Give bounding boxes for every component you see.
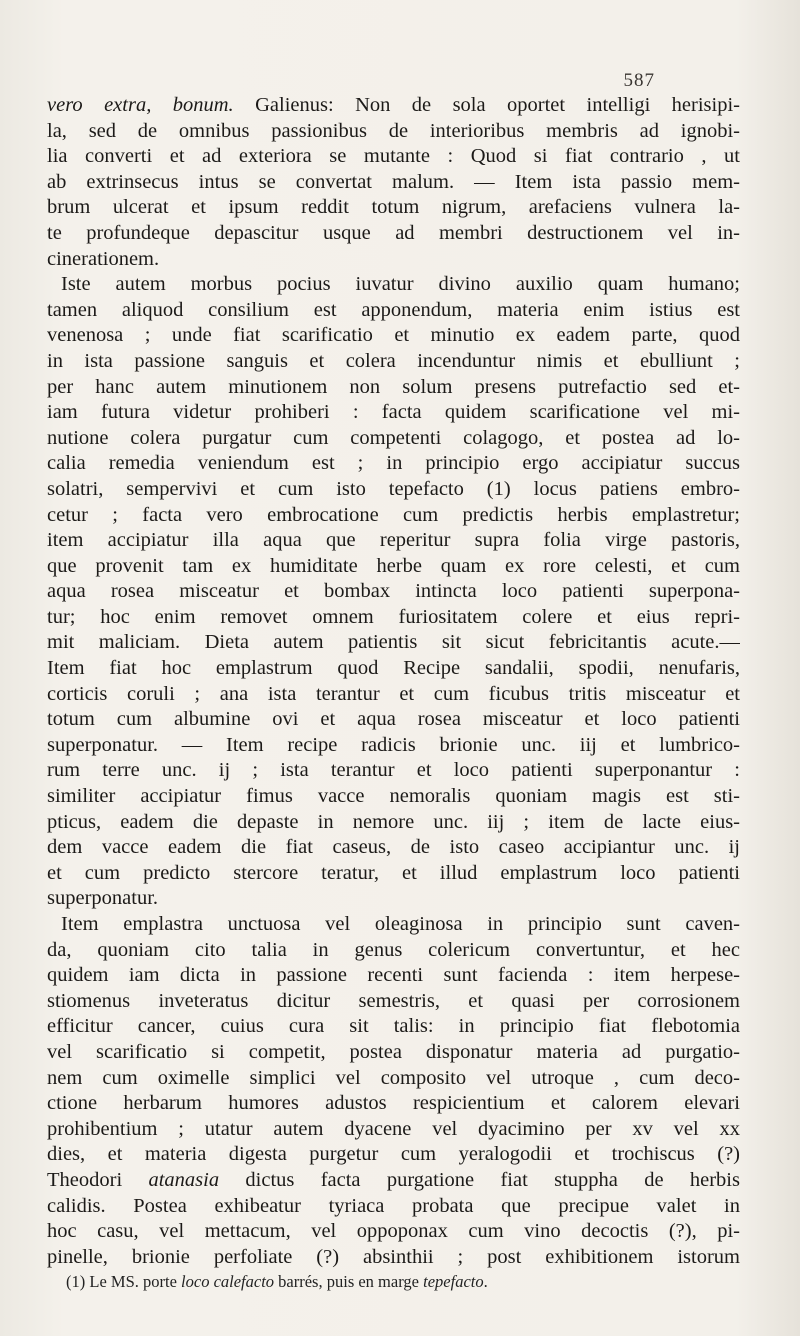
text-line: superponatur. [47, 887, 159, 910]
text-line: que provenit tam ex humiditate herbe quam ex rore celesti, et cum [47, 554, 740, 577]
text-line: Item emplastra unctuosa vel oleaginosa in principio sunt caven- [61, 913, 740, 935]
text-line: mit maliciam. Dieta autem patientis sit sicut febricitantis acute.— [47, 631, 740, 654]
text-line: per hanc autem minutionem non solum presens putrefactio sed et- [47, 375, 740, 398]
text-line: prohibentium ; utatur autem dyacene vel dyacimino per xv vel xx [47, 1117, 740, 1140]
text-line: solatri, sempervivi et cum isto tepefacto (1) locus patiens embro- [47, 477, 740, 500]
footnote-italic: tepefacto [423, 1272, 484, 1291]
text-line: superponatur. — Item recipe radicis brionie unc. iij et lumbrico- [47, 733, 740, 756]
text-line: Theodori atanasia dictus facta purgatione fiat stuppha de herbis [47, 1168, 740, 1191]
text-line: la, sed de omnibus passionibus de interioribus membris ad ignobi- [47, 119, 740, 142]
text-line: vel scarificatio si competit, postea disponatur materia ad purgatio- [47, 1040, 740, 1063]
text-line: pinelle, brionie perfoliate (?) absinthii ; post exhibitionem istorum [47, 1245, 740, 1268]
text-line: item accipiatur illa aqua que reperitur supra folia virge pastoris, [47, 529, 740, 552]
text-line: calidis. Postea exhibeatur tyriaca probata que precipue valet in [47, 1194, 740, 1217]
text-line: venenosa ; unde fiat scarificatio et minutio ex eadem parte, quod [47, 324, 740, 347]
text-line: vero extra, bonum. Galienus: Non de sola oportet intelligi herisipi- [47, 94, 740, 116]
text-line: da, quoniam cito talia in genus colericum convertuntur, et hec [47, 938, 740, 961]
text-line: in ista passione sanguis et colera incenduntur nimis et ebulliunt ; [47, 349, 740, 372]
text-line: nem cum oximelle simplici vel composito vel utroque , cum deco- [47, 1066, 740, 1089]
text-line: hoc casu, vel mettacum, vel oppoponax cum vino decoctis (?), pi- [47, 1220, 740, 1243]
text-line: aqua rosea misceatur et bombax intincta loco patienti superpona- [47, 580, 740, 603]
text-line: ab extrinsecus intus se convertat malum. — Item ista passio mem- [47, 170, 740, 193]
footnote: (1) Le MS. porte loco calefacto barrés, puis en marge tepefacto. [66, 1272, 488, 1291]
text-line: Iste autem morbus pocius iuvatur divino auxilio quam humano; [61, 273, 740, 296]
text-line: tamen aliquod consilium est apponendum, materia enim istius est [47, 298, 740, 321]
text-line: dem vacce eadem die fiat caseus, de isto caseo accipiantur unc. ij [47, 836, 740, 859]
text-line: dies, et materia digesta purgetur cum yeralogodii et trochiscus (?) [47, 1143, 740, 1166]
text-line: totum cum albumine ovi et aqua rosea misceatur et loco patienti [47, 708, 740, 731]
body-text [47, 93, 740, 1270]
text-line: cinerationem. [47, 247, 160, 270]
text-line: corticis coruli ; ana ista terantur et cum ficubus tritis misceatur et [47, 682, 740, 705]
text-line: stiomenus inveteratus dicitur semestris, et quasi per corrosionem [47, 989, 740, 1012]
text-line: te profundeque depascitur usque ad membri destructionem vel in- [47, 221, 740, 244]
text-line: et cum predicto stercore teratur, et illud emplastrum loco patienti [47, 861, 740, 884]
italic-word: atanasia [148, 1168, 220, 1191]
text-line: ctione herbarum humores adustos respicientium et calorem elevari [47, 1092, 740, 1115]
text-line: tur; hoc enim removet omnem furiositatem colere et eius repri- [47, 605, 740, 628]
footnote-italic: loco calefacto [181, 1272, 275, 1291]
text-line: similiter accipiatur fimus vacce nemoralis quoniam magis est sti- [47, 785, 740, 808]
text-line: efficitur cancer, cuius cura sit talis: in principio fiat flebotomia [47, 1015, 740, 1038]
text-line: lia converti et ad exteriora se mutante : Quod si fiat contrario , ut [47, 145, 740, 168]
text-line: rum terre unc. ij ; ista terantur et loco patienti superponantur : [47, 759, 740, 782]
text-line: Item fiat hoc emplastrum quod Recipe sandalii, spodii, nenufaris, [47, 657, 740, 680]
text-line: brum ulcerat et ipsum reddit totum nigrum, arefaciens vulnera la- [47, 196, 740, 219]
text-line: cetur ; facta vero embrocatione cum predictis herbis emplastretur; [47, 503, 740, 526]
text-line: pticus, eadem die depaste in nemore unc. iij ; item de lacte eius- [47, 810, 740, 833]
page-number: 587 [623, 70, 655, 91]
italic-phrase: vero extra, bonum. [47, 94, 234, 116]
text-line: calia remedia veniendum est ; in principio ergo accipiatur succus [47, 452, 740, 475]
text-line: quidem iam dicta in passione recenti sunt facienda : item herpese- [47, 964, 740, 987]
text-line: iam futura videtur prohiberi : facta quidem scarificatione vel mi- [47, 401, 740, 424]
text-line: nutione colera purgatur cum competenti colagogo, et postea ad lo- [47, 426, 740, 449]
